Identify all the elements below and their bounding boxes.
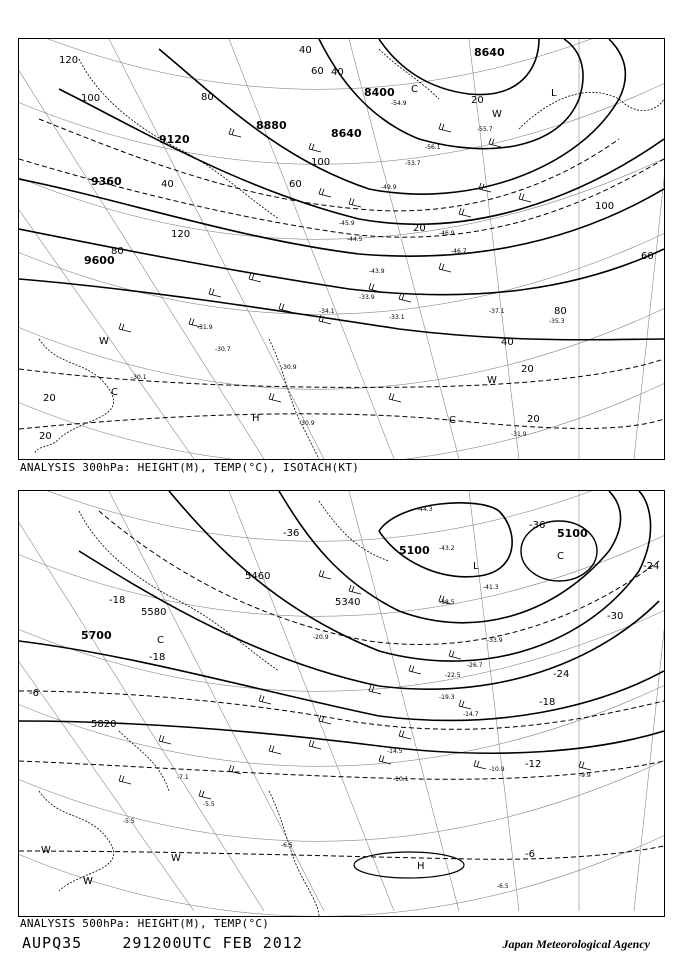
wind-barb-feather [349,198,351,204]
station-temp: -49.9 [381,184,397,191]
wind-barb-feather [389,393,391,399]
latitude-arc [19,224,664,314]
isotach-label: 100 [595,201,615,212]
wind-barb-shaft [319,194,331,197]
station-temp: -30.1 [131,374,147,381]
station-temp: -10.9 [489,766,505,773]
map-panel-300hpa [18,38,665,460]
map-panel-500hpa [18,490,665,917]
wind-barb-shaft [409,671,421,674]
height-contour [79,551,659,689]
wind-barb-shaft [489,144,501,147]
wind-barb-shaft [269,399,281,402]
station-temp: -43.9 [369,268,385,275]
isotach-label: 40 [161,179,174,190]
wind-barb-feather [122,776,124,782]
wind-barb-shaft [119,329,131,332]
station-temp: -7.1 [177,774,189,781]
contour-lines [19,39,664,429]
isotherm-label: -24 [643,561,660,572]
low-marker: L [473,561,479,572]
isotherm-contour [19,761,664,779]
station-temp: -31.9 [511,431,527,438]
latitude-arc [19,299,664,389]
isotach-label: 20 [413,223,426,234]
wind-barb-feather [192,319,194,325]
wind-barb-shaft [389,399,401,402]
wind-barb-shaft [209,294,221,297]
station-temp: -33.9 [359,294,375,301]
wind-barb-feather [372,284,374,290]
high-marker: H [417,861,425,872]
isotach-label: 120 [59,55,79,66]
height-contour [379,39,539,95]
isotach-label: 20 [43,393,56,404]
wind-barb-feather [312,144,314,150]
wind-barb-shaft [249,279,261,282]
wind-barb-feather [312,741,314,747]
wind-barb-feather [269,745,271,751]
wind-barb-feather [582,762,584,768]
wind-barb-feather [309,143,311,149]
wind-barb-feather [262,696,264,702]
isotherm-label: -30 [607,611,624,622]
meridian-line [109,39,324,459]
wind-barb-shaft [579,767,591,770]
station-temp: -37.1 [489,308,505,315]
station-temp: -10.1 [393,776,409,783]
wind-barb-feather [474,760,476,766]
wind-barb-feather [119,775,121,781]
wind-barb-shaft [229,134,241,137]
wind-barb-shaft [439,269,451,272]
station-temp: -20.9 [313,634,329,641]
isotach-label: 80 [111,246,124,257]
wind-barb-shaft [159,741,171,744]
station-temp: -53.7 [405,160,421,167]
warm-marker: W [487,375,497,386]
coastline [34,49,664,459]
height-label: 8400 [364,86,395,99]
wind-barb-shaft [449,656,461,659]
wind-barb-shaft [369,691,381,694]
wind-barb-feather [162,736,164,742]
wind-barb-feather [379,755,381,761]
station-temp: -44.3 [417,506,433,513]
coastline-segment [119,731,169,791]
wind-barb-feather [272,394,274,400]
warm-marker: W [492,109,502,120]
isotach-contour [19,414,664,429]
wind-barb-feather [442,264,444,270]
wind-barb-shaft [349,591,361,594]
wind-barb-feather [449,650,451,656]
isotach-label: 40 [331,67,344,78]
warm-marker: W [99,336,109,347]
isotach-label: 20 [527,414,540,425]
wind-barb-feather [392,394,394,400]
station-temp: -14.5 [387,748,403,755]
wind-barb-shaft [319,576,331,579]
coastline-segment [79,511,279,671]
coastline-segment [269,339,319,459]
isotach-label: 100 [311,157,331,168]
station-temp: -45.9 [339,220,355,227]
isotherm-contour [19,846,664,859]
station-temp: -22.5 [445,672,461,679]
wind-barb-shaft [459,214,471,217]
isotach-label: 120 [171,229,191,240]
wind-barb-feather [322,189,324,195]
isotherm-label: -6 [29,688,39,699]
cold-marker: C [557,551,564,562]
station-temp: -30.7 [215,346,231,353]
wind-barb-feather [269,393,271,399]
station-temp: -44.5 [347,236,363,243]
station-temp: -14.7 [463,711,479,718]
station-temp: -33.1 [389,314,405,321]
wind-barb-feather [259,695,261,701]
station-temp: -33.9 [487,637,503,644]
station-temp: -46.9 [439,230,455,237]
wind-barb-feather [462,701,464,707]
wind-barb-feather [522,194,524,200]
chart-code-and-time [22,934,303,952]
wind-barb-feather [209,288,211,294]
height-label: 5580 [141,607,167,618]
isotach-label: 40 [299,45,312,56]
latitude-arc [19,826,664,916]
wind-barb-shaft [399,299,411,302]
cold-marker: C [411,84,418,95]
height-label: 5100 [557,527,588,540]
wind-barb-feather [159,735,161,741]
height-contour [19,641,664,720]
warm-marker: W [171,853,181,864]
isotach-contour [19,359,664,387]
height-label: 9120 [159,133,190,146]
wind-barb-feather [122,324,124,330]
coastline-segment [519,92,664,129]
agency-name: Japan Meteorological Agency [502,937,650,951]
wind-barb-feather [119,323,121,329]
station-temp: -56.1 [425,144,441,151]
isotherm-label: -36 [283,528,300,539]
height-label: 9360 [91,175,122,188]
chart-code: AUPQ35 [22,934,83,952]
isotach-label: 60 [311,66,324,77]
height-label: 5100 [399,544,430,557]
station-temp: -46.7 [451,248,467,255]
wind-barb-feather [189,318,191,324]
isotherm-label: -18 [539,697,556,708]
wind-barb-feather [272,746,274,752]
meridian-line [634,39,664,459]
wind-barb-shaft [459,706,471,709]
wind-barb-feather [279,303,281,309]
wind-barb-feather [369,283,371,289]
isotherm-label: -6 [525,849,535,860]
wind-barb-feather [232,766,234,772]
high-contour [354,852,464,878]
meridian-line [229,39,394,459]
wind-barb-shaft [519,199,531,202]
station-temp: -30.9 [281,364,297,371]
high-marker: H [252,413,260,424]
wind-barb-shaft [319,321,331,324]
panel-caption-300hpa: ANALYSIS 300hPa: HEIGHT(M), TEMP(°C), ISOTACH(KT) [20,461,360,474]
panel-caption-500hpa: ANALYSIS 500hPa: HEIGHT(M), TEMP(°C) [20,917,270,930]
station-temp: -19.3 [439,694,455,701]
wind-barb-feather [452,651,454,657]
height-label: 5820 [91,719,117,730]
wind-barb-feather [402,731,404,737]
wind-barb-feather [382,756,384,762]
wind-barb-feather [402,294,404,300]
wind-barb-shaft [399,736,411,739]
height-contour [379,503,512,577]
wind-barb-shaft [199,796,211,799]
wind-barb-feather [409,665,411,671]
wind-barb-feather [462,209,464,215]
wind-barb-feather [322,571,324,577]
station-temp: -35.3 [549,318,565,325]
wind-barb-feather [492,139,494,145]
wind-barb-shaft [309,149,321,152]
cold-marker: C [449,415,456,426]
latitude-arc [19,751,664,841]
height-label: 5700 [81,629,112,642]
wind-barb-shaft [439,129,451,132]
wind-barb-shaft [269,751,281,754]
station-temp: -55.7 [477,126,493,133]
cold-marker: C [157,635,164,646]
station-temp: -54.9 [391,100,407,107]
height-label: 9600 [84,254,115,267]
wind-barb-feather [439,263,441,269]
isotach-label: 80 [201,92,214,103]
wind-barb-feather [249,273,251,279]
isotach-label: 60 [641,251,654,262]
isotach-label: 80 [554,306,567,317]
wind-barb-feather [439,123,441,129]
meridian-line [469,491,519,911]
wind-barb-feather [319,570,321,576]
wind-barb-feather [399,730,401,736]
height-label: 5460 [245,571,271,582]
station-temp: -30.9 [299,420,315,427]
station-temp: -6.5 [497,883,509,890]
height-contour [159,39,625,194]
wind-barb-feather [519,193,521,199]
warm-marker: W [41,845,51,856]
warm-marker: W [83,876,93,887]
wind-barb-feather [489,138,491,144]
station-temp: -5.5 [123,818,135,825]
wind-barb-feather [232,129,234,135]
isotach-label: 40 [501,337,514,348]
wind-barb-shaft [349,204,361,207]
wind-barb-feather [477,761,479,767]
latitude-arc [19,39,664,89]
isotach-label: 60 [289,179,302,190]
wind-barb-feather [229,765,231,771]
wind-barb-feather [319,315,321,321]
wind-barb-feather [459,208,461,214]
cold-marker: C [111,387,118,398]
station-temp: -6.5 [281,842,293,849]
wind-barb-feather [352,199,354,205]
isotherm-label: -18 [109,595,126,606]
station-temp: -9.9 [579,772,591,779]
station-temp: -31.9 [197,324,213,331]
height-contour [19,179,664,256]
wind-barb-feather [282,304,284,310]
isotach-label: 20 [471,95,484,106]
wind-barb-feather [349,585,351,591]
station-temp: -41.3 [483,584,499,591]
meridian-line [634,491,664,911]
wind-barb-shaft [119,781,131,784]
wind-barb-feather [352,586,354,592]
wind-barb-feather [369,685,371,691]
wind-barb-feather [319,188,321,194]
coastline [39,501,389,916]
wind-barb-feather [229,128,231,134]
wind-barb-shaft [259,701,271,704]
map-300hpa-svg [19,39,664,459]
isotherm-label: -12 [525,759,542,770]
wind-barb-shaft [479,189,491,192]
station-temp: -5.5 [203,801,215,808]
map-500hpa-svg [19,491,664,916]
isotherm-label: -24 [553,669,570,680]
wind-barb-feather [212,289,214,295]
station-temp: -43.2 [439,545,455,552]
isotach-label: 100 [81,93,101,104]
wind-barb-shaft [474,766,486,769]
lat-lon-grid [19,491,664,916]
valid-time: 291200UTC FEB 2012 [122,934,303,952]
height-label: 8640 [331,127,362,140]
isotach-label: 20 [39,431,52,442]
low-marker: L [551,88,557,99]
isotach-label: 20 [521,364,534,375]
isotherm-label: -36 [529,520,546,531]
height-contour [169,491,651,661]
wind-barb-feather [202,791,204,797]
wind-barb-feather [309,740,311,746]
coastline-segment [269,791,319,916]
wind-barb-feather [442,124,444,130]
isotherm-label: -18 [149,652,166,663]
wind-barb-feather [252,274,254,280]
height-label: 5340 [335,597,361,608]
wind-barb-shaft [319,721,331,724]
wind-barb-feather [319,715,321,721]
height-label: 8880 [256,119,287,132]
wind-barb-shaft [309,746,321,749]
wind-barb-feather [412,666,414,672]
station-temp: -34.1 [319,308,335,315]
height-label: 8640 [474,46,505,59]
station-temp: -26.7 [467,662,483,669]
wind-barb-feather [199,790,201,796]
station-temp: -38.5 [439,599,455,606]
wind-barb-feather [459,700,461,706]
